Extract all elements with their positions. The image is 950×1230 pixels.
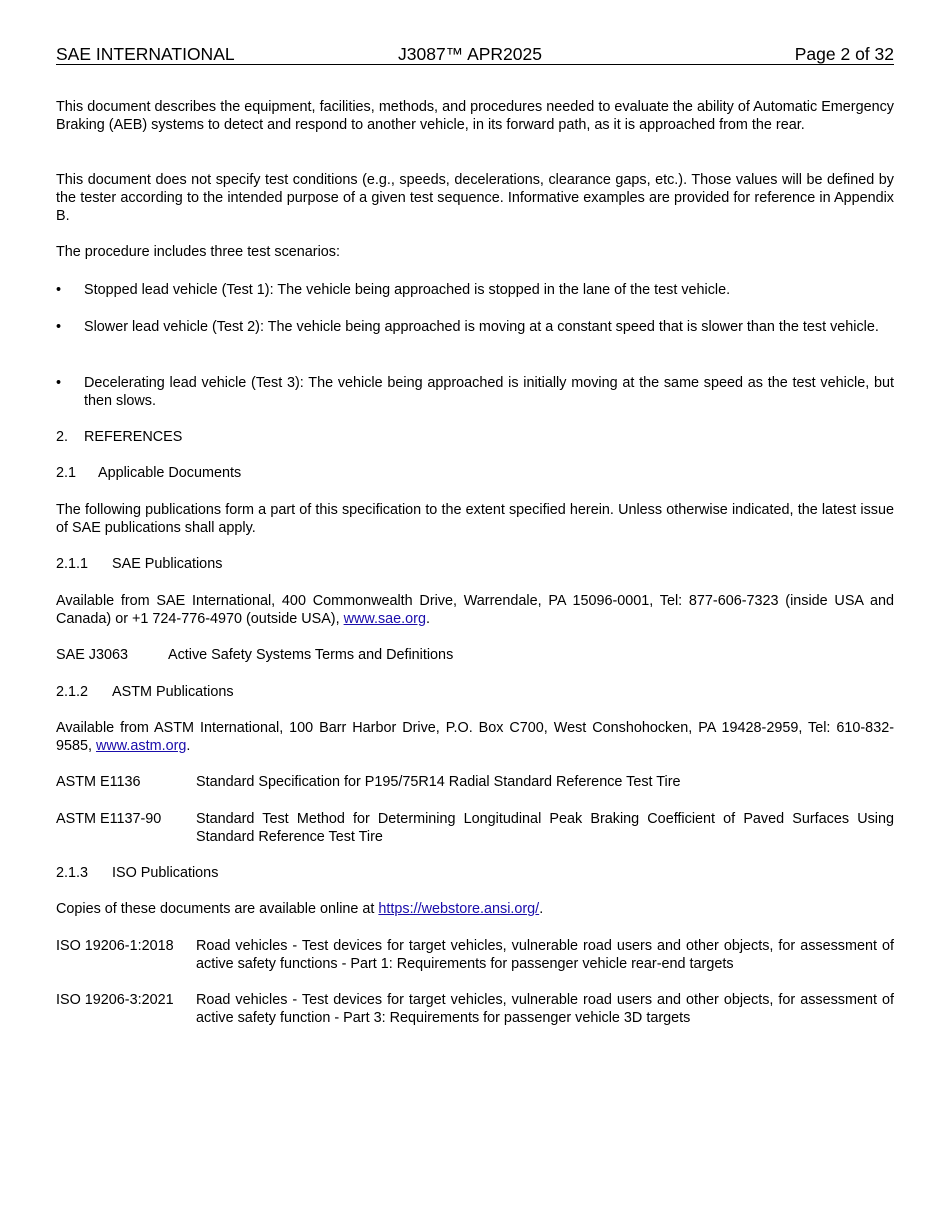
astm-availability-paragraph (56, 719, 894, 755)
section-title: Applicable Documents (98, 465, 242, 481)
bullet-icon: • (56, 319, 62, 335)
reference-code: SAE J3063 (56, 647, 129, 663)
section-number: 2.1.3 (56, 865, 89, 881)
section-number: 2.1.2 (56, 684, 89, 700)
header-document-id: J3087™ APR2025 (398, 44, 542, 64)
astm-period: . (186, 738, 191, 754)
bullet-icon: • (56, 375, 62, 391)
section-title: REFERENCES (84, 429, 183, 445)
header-organization: SAE INTERNATIONAL (56, 44, 235, 64)
astm-website-link[interactable]: www.astm.org (96, 738, 187, 754)
section-number: 2.1.1 (56, 556, 89, 572)
reference-code: ISO 19206-3:2021 (56, 992, 174, 1008)
ansi-webstore-link[interactable]: https://webstore.ansi.org/ (378, 901, 540, 917)
page-header (56, 44, 894, 65)
section-title: SAE Publications (112, 556, 223, 572)
section-number: 2. (56, 429, 69, 445)
section-title: ASTM Publications (112, 684, 234, 700)
reference-description: Active Safety Systems Terms and Definitions (168, 647, 454, 663)
iso-availability-text: Copies of these documents are available online at (56, 901, 379, 917)
header-page-number: Page 2 of 32 (794, 44, 894, 64)
astm-availability-text: Available from ASTM International, 100 Barr Harbor Drive, P.O. Box C700, West Conshohocken, PA 19428-2959, Tel: 610-832-9585, (56, 720, 894, 754)
sae-website-link[interactable]: www.sae.org (343, 611, 426, 627)
iso-period: . (539, 901, 544, 917)
sae-availability-paragraph (56, 592, 894, 628)
sae-period: . (425, 611, 430, 627)
bullet-icon: • (56, 282, 62, 298)
reference-code: ASTM E1136 (56, 774, 141, 790)
bullet-text: Stopped lead vehicle (Test 1): The vehicle being approached is stopped in the lane of the test vehicle. (84, 282, 731, 298)
reference-code: ISO 19206-1:2018 (56, 938, 174, 954)
reference-description: Standard Test Method for Determining Longitudinal Peak Braking Coefficient of Paved Surfaces Using Standard Reference Test Tire (196, 811, 894, 845)
iso-availability-paragraph (56, 900, 894, 918)
bullet-text: Slower lead vehicle (Test 2): The vehicle being approached is moving at a constant speed that is slower than the test vehicle. (84, 319, 879, 335)
section-number: 2.1 (56, 465, 77, 481)
intro-paragraph-2: This document does not specify test conditions (e.g., speeds, decelerations, clearance gaps, etc.). Those values will be defined by the tester according to the intended purpose of a given test sequence. Informative examples are provided for reference in Appendix B. (56, 172, 894, 224)
sae-availability-text: Available from SAE International, 400 Commonwealth Drive, Warrendale, PA 15096-0001, Tel: 877-606-7323 (inside USA and Canada) or +1 724-776-4970 (outside USA), (56, 593, 894, 627)
reference-code: ASTM E1137-90 (56, 811, 162, 827)
applicable-documents-paragraph: The following publications form a part of this specification to the extent specified herein. Unless otherwise indicated, the latest issue of SAE publications shall apply. (56, 502, 894, 536)
bullet-text: Decelerating lead vehicle (Test 3): The vehicle being approached is initially moving at the same speed as the test vehicle, but then slows. (84, 375, 894, 409)
reference-description: Road vehicles - Test devices for target vehicles, vulnerable road users and other objects, for assessment of active safety functions - Part 1: Requirements for passenger vehicle rear-end targets (196, 938, 894, 972)
reference-description: Road vehicles - Test devices for target vehicles, vulnerable road users and other objects, for assessment of active safety function - Part 3: Requirements for passenger vehicle 3D targets (196, 992, 894, 1026)
reference-description: Standard Specification for P195/75R14 Radial Standard Reference Test Tire (196, 774, 681, 790)
intro-paragraph-3: The procedure includes three test scenarios: (56, 244, 340, 260)
intro-paragraph-1: This document describes the equipment, facilities, methods, and procedures needed to evaluate the ability of Automatic Emergency Braking (AEB) systems to detect and respond to another vehicle, in its forward path, as it is approached from the rear. (56, 99, 894, 133)
section-title: ISO Publications (112, 865, 219, 881)
